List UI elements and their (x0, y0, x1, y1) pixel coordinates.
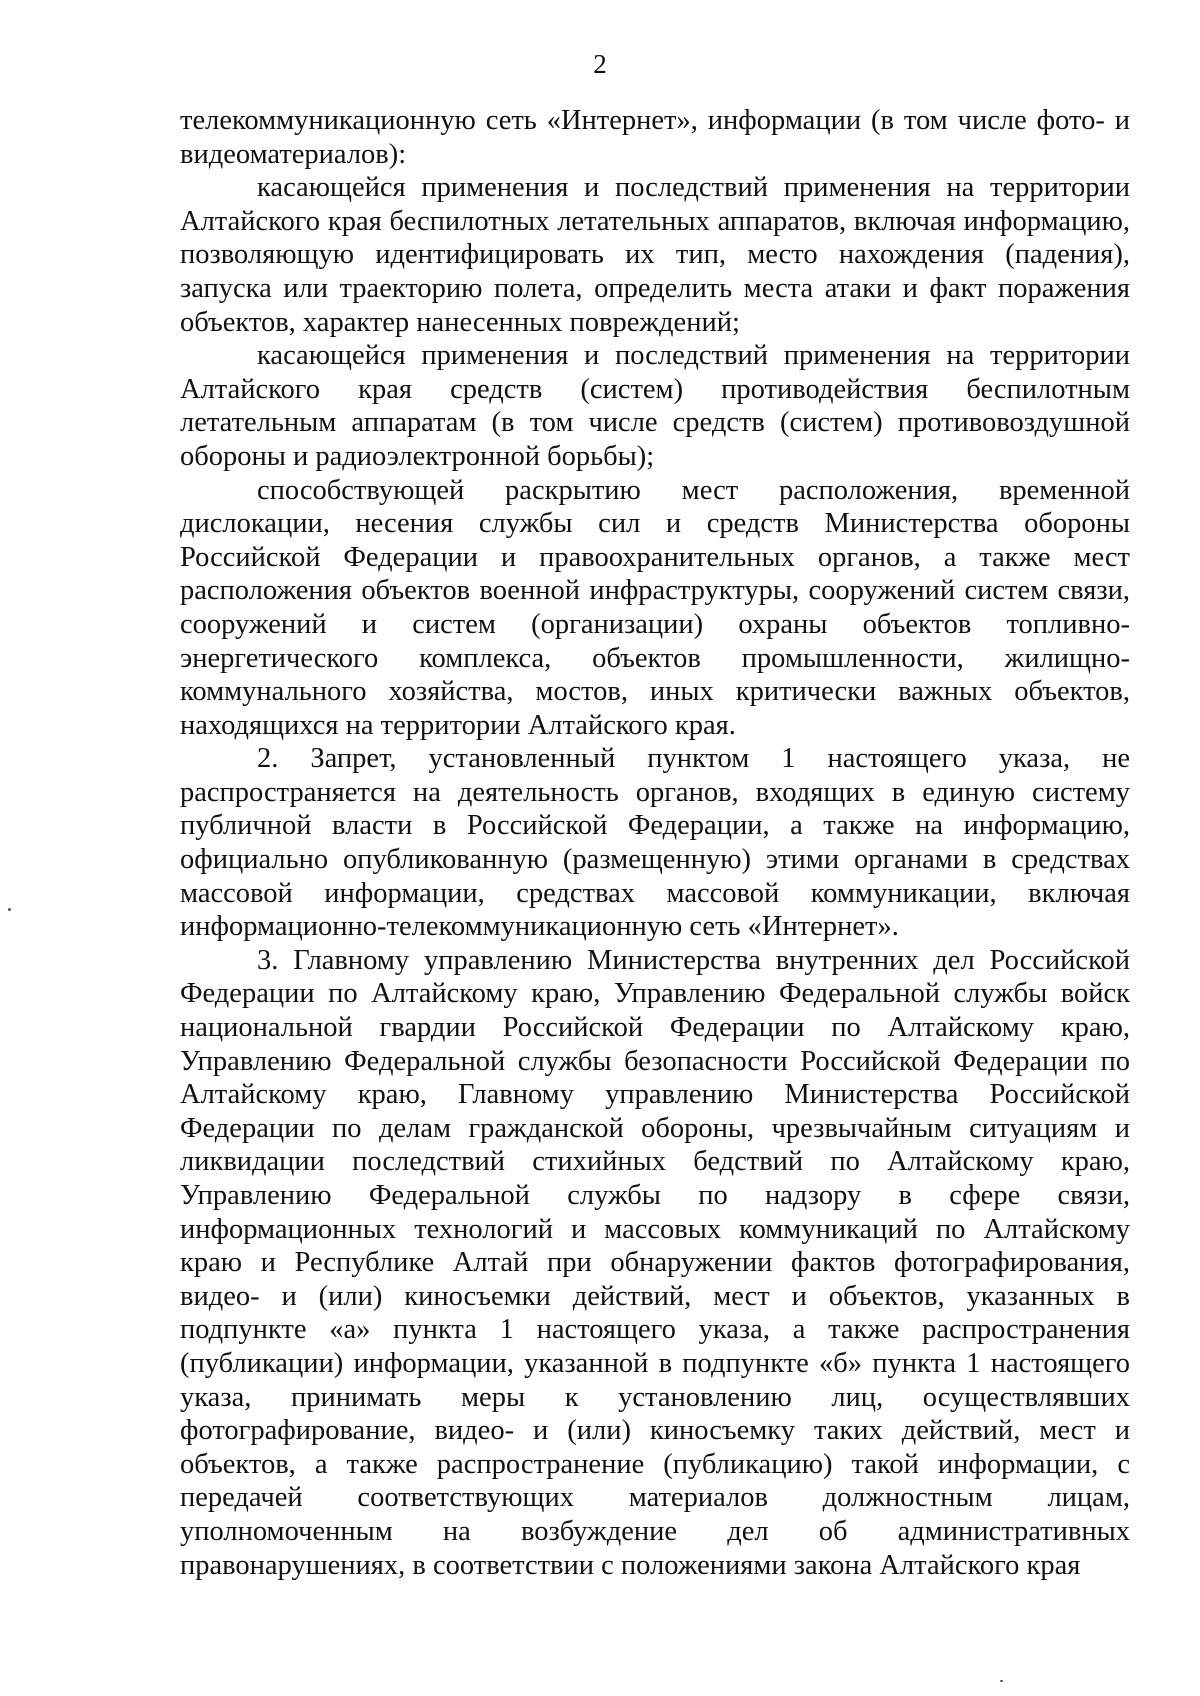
paragraph-uav-use: касающейся применения и последствий применения на территории Алтайского края беспилотных летательных аппаратов, включая информацию, позволяющую идентифицировать их тип, место нахождения (падения), запуска или траекторию полета, определить места атаки и факт поражения объектов, характер нанесенных повреждений; (180, 172, 1130, 338)
paragraph-locations: способствующей раскрытию мест расположения, временной дислокации, несения службы сил и средств Министерства обороны Российской Федерации и правоохранительных органов, а также мест расположения объектов военной инфраструктуры, сооружений систем связи, сооружений и систем (организации) охраны объектов топливно-энергетического комплекса, объектов промышленности, жилищно-коммунального хозяйства, мостов, иных критически важных объектов, находящихся на территории Алтайского края. (180, 474, 1130, 741)
paragraph-item-3: 3. Главному управлению Министерства внутренних дел Российской Федерации по Алтайскому краю, Управлению Федеральной службы войск национальной гвардии Российской Федерации по Алтайскому краю, Управлению Федеральной службы безопасности Российской Федерации по Алтайскому краю, Главному управлению Министерства Российской Федерации по делам гражданской обороны, чрезвычайным ситуациям и ликвидации последствий стихийных бедствий по Алтайскому краю, Управлению Федеральной службы по надзору в сфере связи, информационных технологий и массовых коммуникаций по Алтайскому краю и Республике Алтай при обнаружении фактов фотографирования, видео- и (или) киносъемки действий, мест и объектов, указанных в подпункте «а» пункта 1 настоящего указа, а также распространения (публикации) информации, указанной в подпункте «б» пункта 1 настоящего указа, принимать меры к установлению лиц, осуществлявших фотографирование, видео- и (или) киносъемку таких действий, мест и объектов, а также распространение (публикацию) такой информации, с передачей соответствующих материалов должностным лицам, уполномоченным на возбуждение дел об административных правонарушениях, в соответствии с положениями закона Алтайского края (180, 944, 1130, 1581)
scan-speck (8, 908, 11, 911)
paragraph-counter-uav: касающейся применения и последствий применения на территории Алтайского края средств (систем) противодействия беспилотным летательным аппаратам (в том числе средств (систем) противовоздушной обороны и радиоэлектронной борьбы); (180, 340, 1130, 472)
document-body (180, 104, 1130, 1582)
page-number: 2 (593, 49, 607, 79)
scan-speck (1000, 1680, 1003, 1682)
paragraph-continuation: телекоммуникационную сеть «Интернет», информации (в том числе фото- и видеоматериалов): (180, 105, 1130, 170)
paragraph-item-2: 2. Запрет, установленный пунктом 1 настоящего указа, не распространяется на деятельность органов, входящих в единую систему публичной власти в Российской Федерации, а также на информацию, официально опубликованную (размещенную) этими органами в средствах массовой информации, средствах массовой коммуникации, включая информационно-телекоммуникационную сеть «Интернет». (180, 743, 1130, 943)
